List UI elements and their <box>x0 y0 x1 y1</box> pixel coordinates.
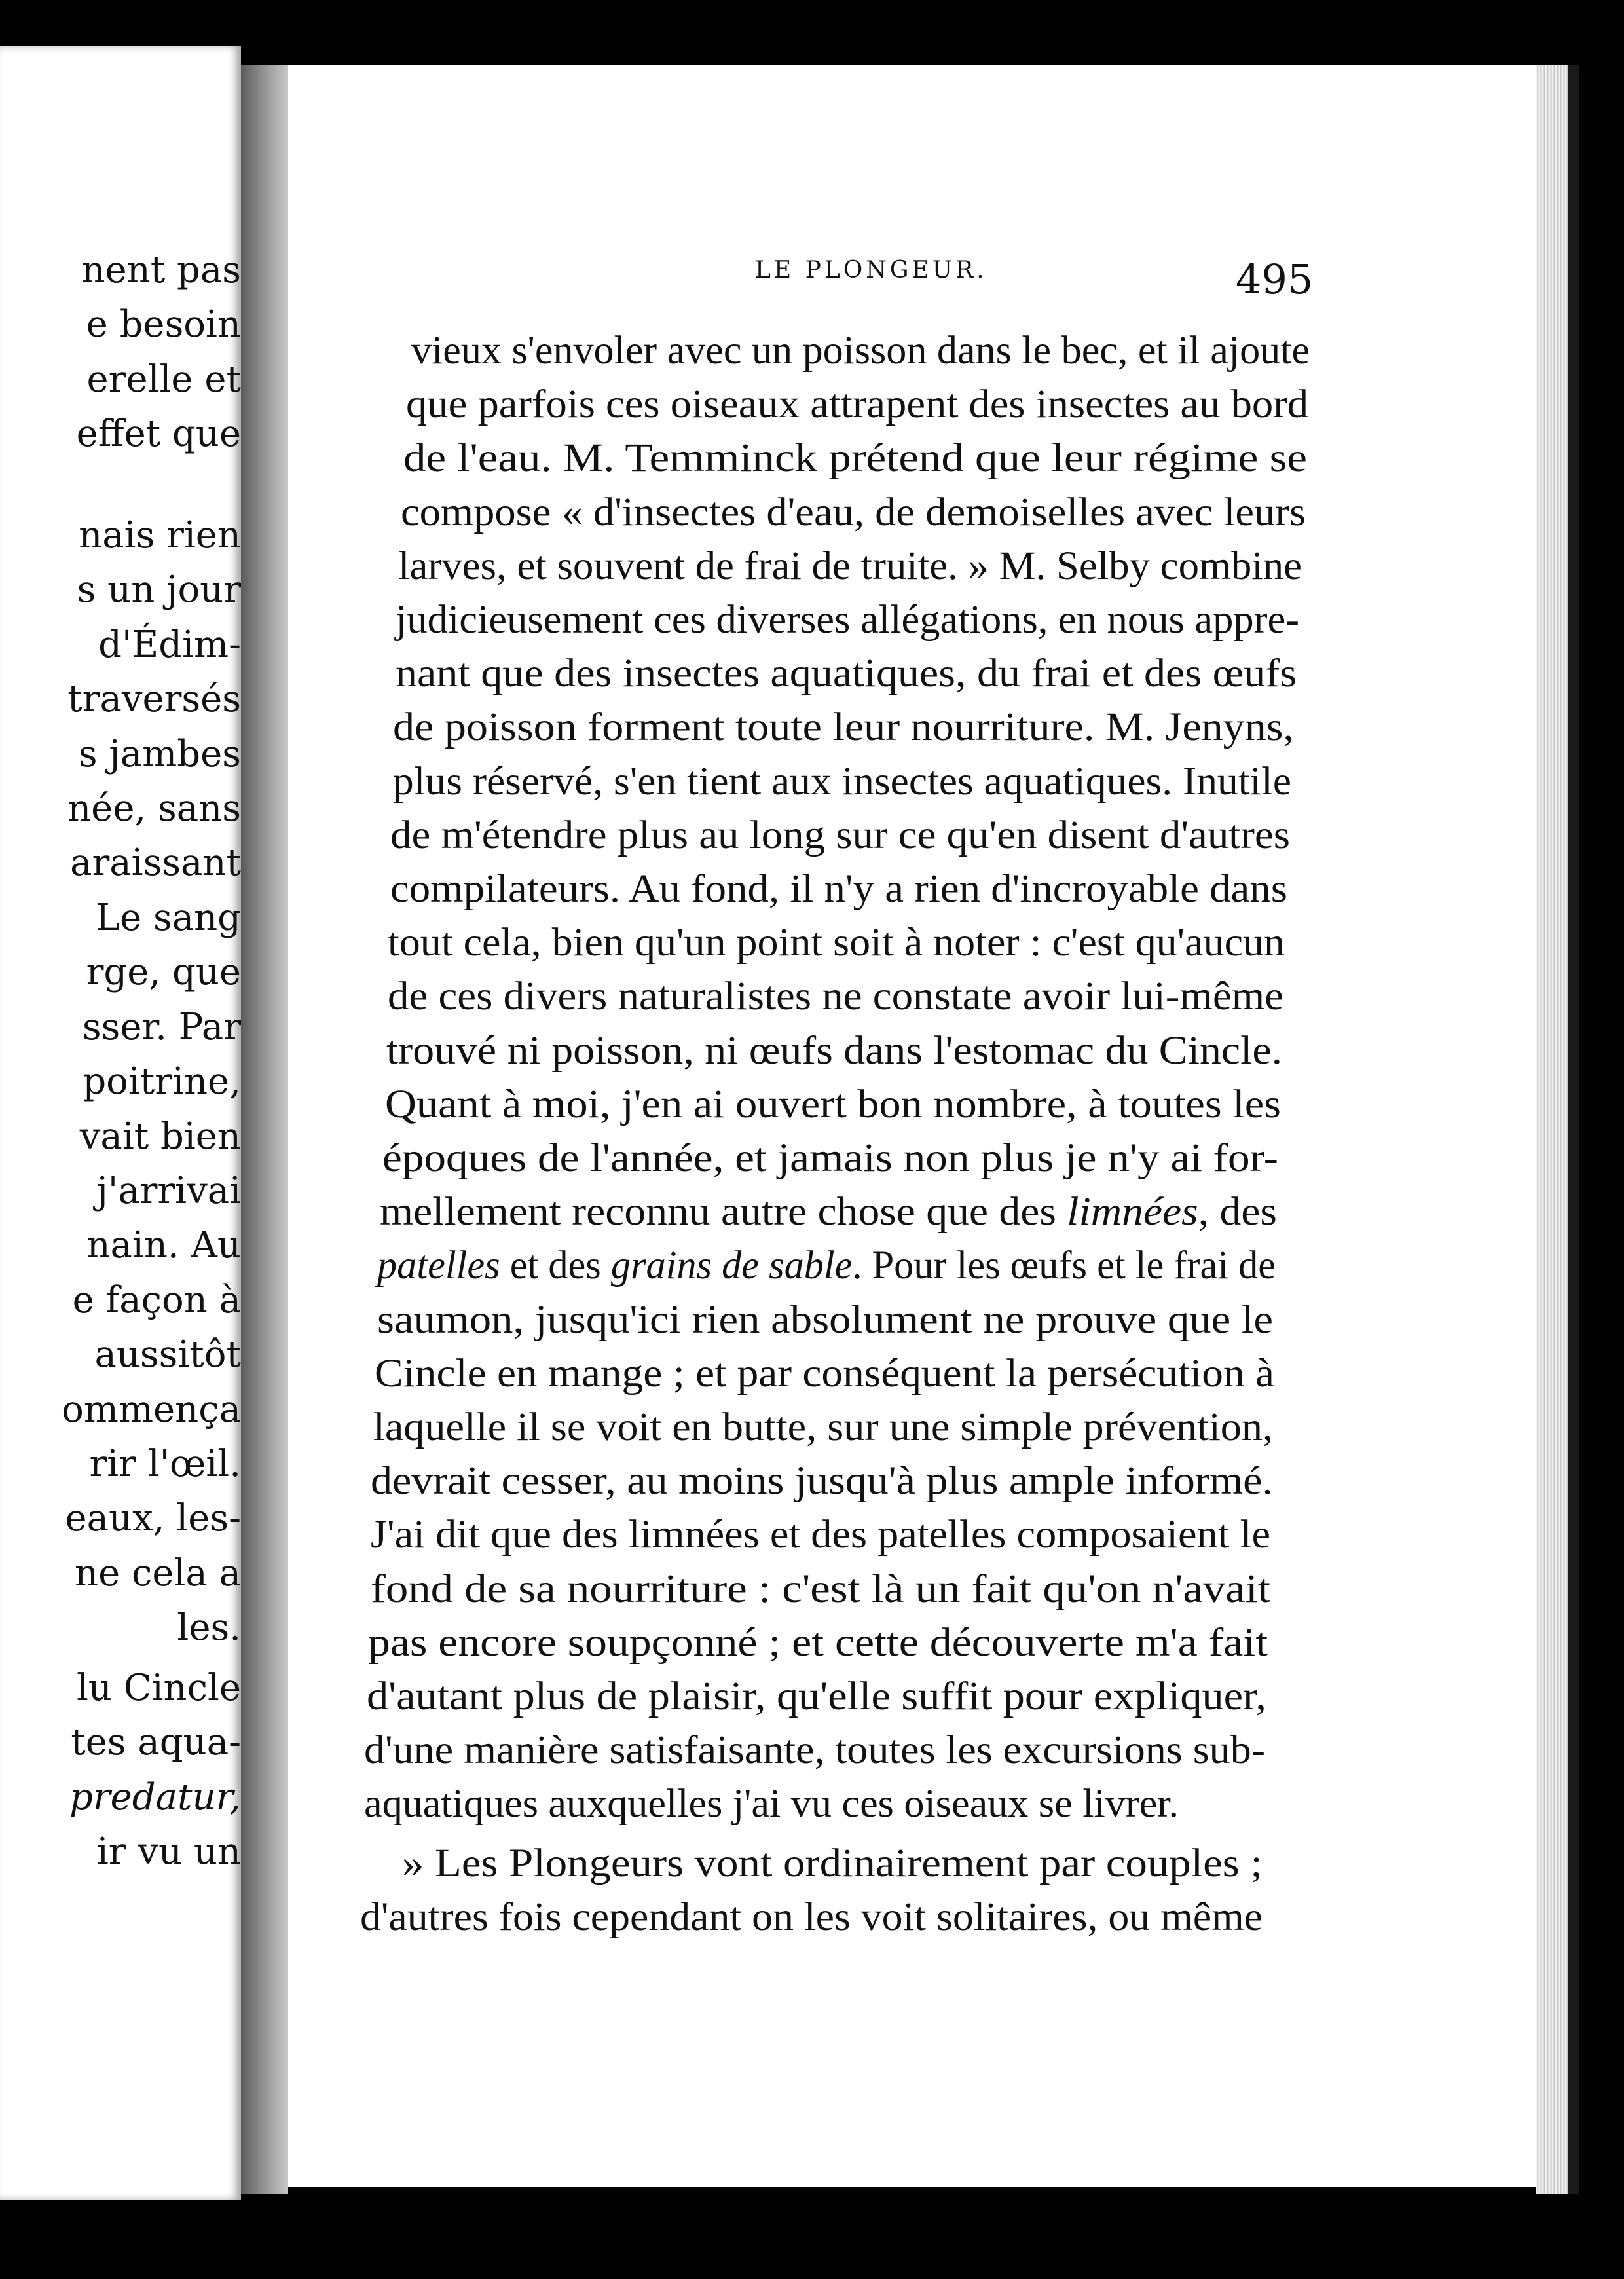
text-segment: de ces divers naturalistes ne constate avoir lui-même <box>388 974 1284 1019</box>
text-segment: grains de sable <box>610 1244 853 1288</box>
left-page-line: née, sans <box>67 787 241 830</box>
body-text-line <box>364 1784 1179 1824</box>
text-segment: d'une manière satisfaisante, toutes les excursions sub- <box>364 1728 1266 1773</box>
text-segment: d'autant plus de plaisir, qu'elle suffit pour expliquer, <box>367 1675 1267 1718</box>
left-page-line: nain. Au <box>86 1224 241 1267</box>
body-text-line <box>386 1028 1283 1073</box>
body-text-line <box>380 1192 1277 1232</box>
left-page-line: traversés <box>67 678 241 720</box>
left-page-line: rge, que <box>86 951 241 993</box>
text-segment: d'autres fois cependant on les voit solitaires, ou même <box>360 1895 1263 1939</box>
text-segment: . Pour les œufs et le frai de <box>852 1244 1276 1288</box>
text-segment: judicieusement ces diverses allégations, en nous appre- <box>396 598 1300 642</box>
body-text-line <box>388 974 1284 1019</box>
left-page-line: e besoin <box>86 303 241 346</box>
body-text-line <box>377 1297 1274 1342</box>
left-page-line: ne cela a <box>75 1552 241 1595</box>
text-segment: époques de l'année, et jamais non plus je n'y ai for- <box>382 1136 1279 1180</box>
text-segment: tout cela, bien qu'un point soit à noter : c'est qu'aucun <box>388 921 1285 965</box>
body-text-line <box>371 1566 1271 1611</box>
text-segment: de m'étendre plus au long sur ce qu'en disent d'autres <box>390 813 1290 857</box>
left-page-line: aussitôt <box>94 1333 241 1376</box>
left-page-line: predatur, <box>69 1776 241 1819</box>
text-segment: trouvé ni poisson, ni œufs dans l'estomac du Cincle. <box>386 1028 1283 1073</box>
left-page-line: nent pas <box>81 249 241 291</box>
text-segment: » Les Plongeurs vont ordinairement par couples ; <box>402 1841 1263 1885</box>
page-stack-edge <box>1536 65 1568 2194</box>
running-title: LE PLONGEUR. <box>755 257 987 284</box>
text-segment: Cincle en mange ; et par conséquent la persécution à <box>375 1351 1275 1396</box>
left-page-line: erelle et <box>86 358 241 401</box>
text-segment: de l'eau. M. Temminck prétend que leur régime se <box>403 436 1308 481</box>
left-page-line: rir l'œil. <box>89 1443 241 1485</box>
body-text-line <box>396 654 1297 694</box>
text-segment: devrait cesser, au moins jusqu'à plus ample informé. <box>371 1459 1273 1504</box>
text-segment: et des <box>500 1244 611 1288</box>
left-page-line: araissant <box>70 842 241 884</box>
text-segment: fond de sa nourriture : c'est là un fait qu'on n'avait <box>371 1566 1271 1611</box>
page-number: 495 <box>1236 255 1314 303</box>
left-page-line: s un jour <box>77 568 241 611</box>
left-page-fragment <box>0 46 241 2200</box>
body-text-line <box>377 1246 1276 1286</box>
left-page-line: Le sang <box>95 897 241 939</box>
body-text-line <box>402 1841 1263 1885</box>
text-segment: saumon, jusqu'ici rien absolument ne prouve que le <box>377 1297 1274 1342</box>
text-segment: compose « d'insectes d'eau, de demoiselles avec leurs <box>401 490 1306 534</box>
left-page-line: ommença <box>62 1388 241 1431</box>
left-page-line: sser. Par <box>82 1006 241 1048</box>
body-text-line <box>396 600 1299 640</box>
text-segment: laquelle il se voit en butte, sur une simple prévention, <box>373 1405 1274 1449</box>
left-page-line: poitrine, <box>83 1060 241 1103</box>
left-page-line: effet que <box>76 413 241 455</box>
body-text-line <box>403 436 1308 481</box>
body-text-line <box>401 492 1306 532</box>
text-segment: mellement reconnu autre chose que des <box>380 1190 1067 1234</box>
body-text-line <box>393 705 1294 750</box>
body-text-line <box>368 1620 1268 1665</box>
body-text-line <box>364 1728 1266 1773</box>
body-text-line <box>375 1351 1275 1396</box>
body-text-line <box>388 923 1285 963</box>
left-page-line: tes aqua- <box>71 1721 241 1764</box>
left-page-line: vait bien <box>79 1115 241 1158</box>
text-segment: patelles <box>377 1244 500 1288</box>
left-page-line: ir vu un <box>96 1830 241 1873</box>
body-text-line <box>367 1677 1266 1716</box>
left-page-line: s jambes <box>78 733 241 775</box>
text-segment: limnées <box>1067 1190 1198 1234</box>
left-page-line: les. <box>177 1606 241 1649</box>
page-edge-shadow <box>1568 65 1579 2194</box>
text-segment: nant que des insectes aquatiques, du frai et des œufs <box>396 652 1297 696</box>
text-segment: J'ai dit que des limnées et des patelles composaient le <box>371 1513 1271 1557</box>
body-text-line <box>371 1515 1270 1555</box>
text-segment: vieux s'envoler avec un poisson dans le bec, et il ajoute <box>411 329 1310 373</box>
text-segment: aquatiques auxquelles j'ai vu ces oiseaux se livrer. <box>364 1782 1179 1826</box>
text-segment: compilateurs. Au fond, il n'y a rien d'incroyable dans <box>390 867 1287 911</box>
text-segment: larves, et souvent de frai de truite. » M. Selby combine <box>398 544 1302 588</box>
text-segment: de poisson forment toute leur nourriture. M. Jenyns, <box>393 705 1294 750</box>
left-page-line: eaux, les- <box>65 1497 241 1540</box>
left-page-line: lu Cincle <box>76 1667 241 1709</box>
body-text-line <box>385 1084 1281 1124</box>
left-page-line: j'arrivai <box>96 1170 241 1212</box>
left-page-line: e façon à <box>72 1279 241 1322</box>
text-segment: que parfois ces oiseaux attrapent des insectes au bord <box>406 382 1309 427</box>
body-text-line <box>390 815 1290 855</box>
body-text-line <box>411 331 1310 371</box>
text-segment: plus réservé, s'en tient aux insectes aquatiques. Inutile <box>393 759 1291 804</box>
text-segment: pas encore soupçonné ; et cette découverte m'a fait <box>368 1620 1268 1665</box>
body-text-line <box>371 1459 1273 1504</box>
left-page-line: nais rien <box>79 514 241 557</box>
left-page-line: d'Édim- <box>98 623 241 666</box>
text-segment: Quant à moi, j'en ai ouvert bon nombre, à toutes les <box>385 1082 1281 1126</box>
book-gutter <box>241 65 288 2194</box>
body-text-line <box>373 1407 1273 1447</box>
body-text-line <box>398 546 1302 586</box>
body-text-line <box>382 1138 1278 1178</box>
body-text-line <box>406 382 1309 427</box>
body-text-line <box>393 759 1291 804</box>
text-segment: , des <box>1198 1190 1277 1234</box>
body-text-line <box>360 1897 1263 1937</box>
body-text-line <box>390 869 1287 909</box>
